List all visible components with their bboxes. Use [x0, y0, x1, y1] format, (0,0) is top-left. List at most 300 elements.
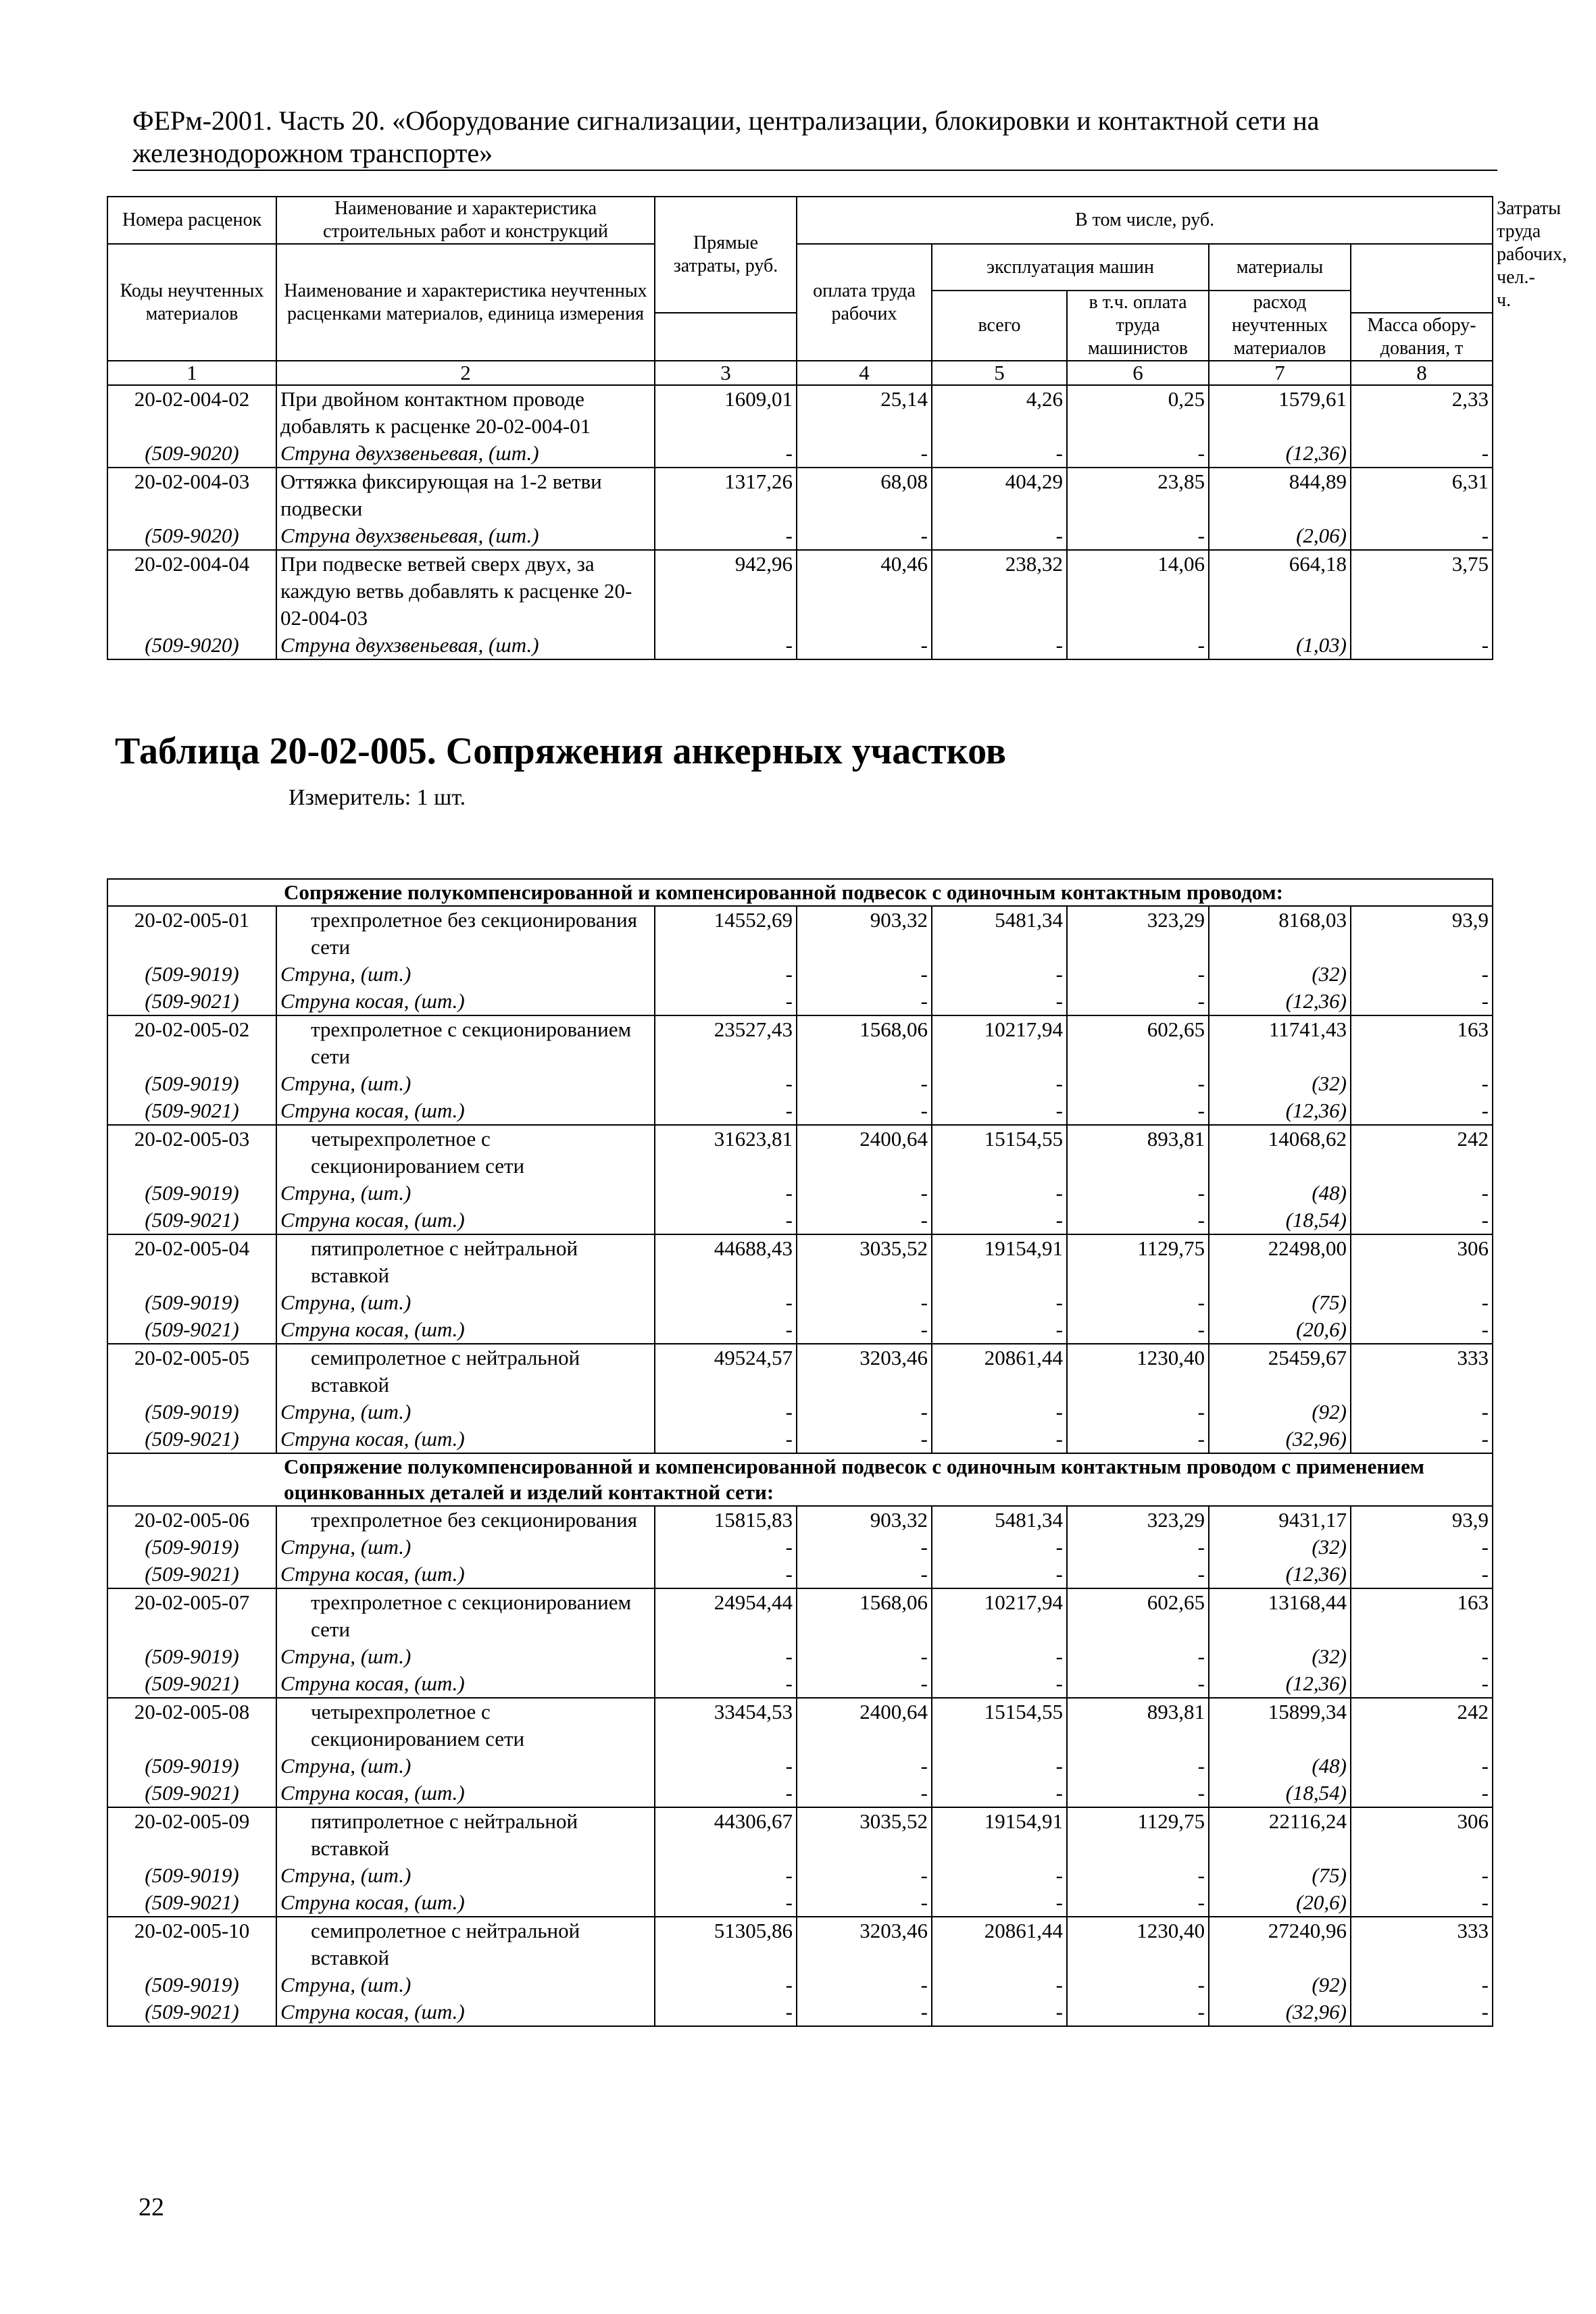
rate-value: 13168,44 — [1209, 1588, 1351, 1643]
table-row — [107, 1015, 1493, 1070]
empty-value: - — [1067, 1180, 1209, 1207]
table-row — [107, 1698, 1493, 1753]
table-row — [107, 1807, 1493, 1862]
material-row — [107, 961, 1493, 988]
material-quantity: (32,96) — [1209, 1998, 1351, 2026]
material-description: Струна косая, (шт.) — [276, 1207, 655, 1234]
material-row — [107, 1971, 1493, 1998]
empty-value: - — [932, 1862, 1067, 1889]
column-number: 7 — [1209, 361, 1351, 385]
rate-value: 6,31 — [1351, 468, 1493, 522]
material-row — [107, 1753, 1493, 1780]
empty-value: - — [655, 1780, 797, 1807]
rate-description: При подвеске ветвей сверх двух, за каждую ветвь добавлять к расценке 20-02-004-03 — [276, 550, 655, 632]
empty-value: - — [655, 1207, 797, 1234]
material-row — [107, 1180, 1493, 1207]
rate-description: семипролетное с нейтральной вставкой — [276, 1344, 655, 1399]
empty-value: - — [797, 1670, 932, 1698]
empty-value: - — [932, 1426, 1067, 1453]
rate-description: четырехпролетное с секционированием сети — [276, 1125, 655, 1180]
rate-value: 163 — [1351, 1015, 1493, 1070]
empty-value: - — [932, 1889, 1067, 1917]
rate-value: 333 — [1351, 1917, 1493, 1971]
rate-code: 20-02-005-04 — [107, 1234, 276, 1289]
material-code: (509-9019) — [107, 1399, 276, 1426]
material-quantity: (18,54) — [1209, 1780, 1351, 1807]
empty-value: - — [655, 1998, 797, 2026]
rate-value: 602,65 — [1067, 1015, 1209, 1070]
empty-value: - — [655, 440, 797, 468]
empty-value: - — [655, 988, 797, 1015]
material-code: (509-9019) — [107, 1971, 276, 1998]
material-description: Струна, (шт.) — [276, 1399, 655, 1426]
rate-value: 49524,57 — [655, 1344, 797, 1399]
empty-value: - — [655, 1180, 797, 1207]
material-row — [107, 1070, 1493, 1097]
material-row — [107, 1862, 1493, 1889]
material-description: Струна, (шт.) — [276, 1534, 655, 1561]
material-description: Струна, (шт.) — [276, 961, 655, 988]
empty-value: - — [1351, 1889, 1493, 1917]
empty-value: - — [655, 1643, 797, 1670]
rate-description: пятипролетное с нейтральной вставкой — [276, 1234, 655, 1289]
rate-value: 93,9 — [1351, 1506, 1493, 1534]
col-driver-wage: в т.ч. оплата труда машинистов — [1067, 291, 1209, 361]
rate-value: 23527,43 — [655, 1015, 797, 1070]
rate-value: 31623,81 — [655, 1125, 797, 1180]
empty-value: - — [1351, 1070, 1493, 1097]
material-quantity: (48) — [1209, 1180, 1351, 1207]
header-line-2: железнодорожном транспорте» — [132, 138, 493, 168]
material-quantity: (12,36) — [1209, 1097, 1351, 1125]
empty-value: - — [1067, 1534, 1209, 1561]
rate-value: 306 — [1351, 1807, 1493, 1862]
material-code: (509-9020) — [107, 440, 276, 468]
empty-value: - — [1351, 1862, 1493, 1889]
empty-value: - — [655, 1670, 797, 1698]
col-machines-total: всего — [932, 291, 1067, 361]
rate-value: 602,65 — [1067, 1588, 1209, 1643]
page-number: 22 — [139, 2193, 164, 2221]
rate-value: 1230,40 — [1067, 1917, 1209, 1971]
material-description: Струна косая, (шт.) — [276, 1670, 655, 1698]
rate-value: 903,32 — [797, 1506, 932, 1534]
material-description: Струна, (шт.) — [276, 1971, 655, 1998]
rate-description: трехпролетное без секционирования сети — [276, 906, 655, 961]
empty-value: - — [797, 632, 932, 659]
rate-value: 19154,91 — [932, 1234, 1067, 1289]
empty-value: - — [1067, 988, 1209, 1015]
material-quantity: (2,06) — [1209, 522, 1351, 550]
empty-value: - — [797, 1998, 932, 2026]
empty-value: - — [1351, 1180, 1493, 1207]
col-direct-costs-spacer — [655, 313, 797, 361]
col-machines: эксплуатация машин — [932, 244, 1209, 291]
rate-value: 9431,17 — [1209, 1506, 1351, 1534]
material-code: (509-9021) — [107, 1316, 276, 1344]
empty-value: - — [797, 988, 932, 1015]
rate-value: 2400,64 — [797, 1698, 932, 1753]
column-number: 2 — [276, 361, 655, 385]
rate-value: 10217,94 — [932, 1015, 1067, 1070]
material-row — [107, 1097, 1493, 1125]
table-row — [107, 1344, 1493, 1399]
rate-value: 25,14 — [797, 385, 932, 440]
empty-value: - — [932, 961, 1067, 988]
rate-value: 2400,64 — [797, 1125, 932, 1180]
rate-value: 93,9 — [1351, 906, 1493, 961]
rate-value: 844,89 — [1209, 468, 1351, 522]
rate-value: 163 — [1351, 1588, 1493, 1643]
page-header — [132, 105, 1484, 170]
empty-value: - — [655, 1534, 797, 1561]
material-code: (509-9021) — [107, 1780, 276, 1807]
material-row — [107, 1670, 1493, 1698]
material-code: (509-9021) — [107, 1561, 276, 1588]
material-code: (509-9021) — [107, 1889, 276, 1917]
material-quantity: (12,36) — [1209, 988, 1351, 1015]
table-row — [107, 906, 1493, 961]
rate-value: 1129,75 — [1067, 1807, 1209, 1862]
material-code: (509-9019) — [107, 1643, 276, 1670]
empty-value: - — [655, 1862, 797, 1889]
empty-value: - — [1067, 1971, 1209, 1998]
empty-value: - — [655, 1316, 797, 1344]
empty-value: - — [1351, 1998, 1493, 2026]
empty-value: - — [797, 1289, 932, 1316]
rate-value: 1230,40 — [1067, 1344, 1209, 1399]
empty-value: - — [797, 1561, 932, 1588]
rate-value: 242 — [1351, 1125, 1493, 1180]
rate-value: 4,26 — [932, 385, 1067, 440]
rate-value: 3,75 — [1351, 550, 1493, 632]
empty-value: - — [797, 1643, 932, 1670]
rate-description: четырехпролетное с секционированием сети — [276, 1698, 655, 1753]
empty-value: - — [1351, 1534, 1493, 1561]
empty-value: - — [1351, 632, 1493, 659]
table-row — [107, 1588, 1493, 1643]
rate-value: 238,32 — [932, 550, 1067, 632]
empty-value: - — [932, 1643, 1067, 1670]
rate-value: 8168,03 — [1209, 906, 1351, 961]
material-code: (509-9021) — [107, 1207, 276, 1234]
empty-value: - — [797, 1426, 932, 1453]
rate-value: 15154,55 — [932, 1125, 1067, 1180]
rate-value: 14552,69 — [655, 906, 797, 961]
material-code: (509-9020) — [107, 522, 276, 550]
material-description: Струна двухзвеньевая, (шт.) — [276, 440, 655, 468]
rate-value: 1609,01 — [655, 385, 797, 440]
rate-value: 323,29 — [1067, 906, 1209, 961]
empty-value: - — [1351, 1670, 1493, 1698]
col-material-name: Наименование и характеристика неучтенных расценками материалов, единица измерения — [276, 244, 655, 361]
column-number: 8 — [1351, 361, 1493, 385]
material-code: (509-9019) — [107, 1753, 276, 1780]
column-number: 4 — [797, 361, 932, 385]
material-code: (509-9021) — [107, 1097, 276, 1125]
empty-value: - — [1067, 1426, 1209, 1453]
empty-value: - — [1067, 1070, 1209, 1097]
col-work-name: Наименование и характеристика строительных работ и конструкций — [276, 197, 655, 244]
empty-value: - — [1067, 1561, 1209, 1588]
rate-value: 942,96 — [655, 550, 797, 632]
material-row — [107, 1426, 1493, 1453]
material-code: (509-9019) — [107, 1180, 276, 1207]
empty-value: - — [655, 522, 797, 550]
empty-value: - — [932, 522, 1067, 550]
empty-value: - — [1351, 1399, 1493, 1426]
material-description: Струна двухзвеньевая, (шт.) — [276, 522, 655, 550]
rate-code: 20-02-005-08 — [107, 1698, 276, 1753]
material-description: Струна косая, (шт.) — [276, 1780, 655, 1807]
material-description: Струна косая, (шт.) — [276, 1426, 655, 1453]
empty-value: - — [932, 1399, 1067, 1426]
empty-value: - — [1067, 1670, 1209, 1698]
empty-value: - — [1067, 632, 1209, 659]
rate-value: 19154,91 — [932, 1807, 1067, 1862]
material-row — [107, 1998, 1493, 2026]
empty-value: - — [1067, 1207, 1209, 1234]
empty-value: - — [932, 988, 1067, 1015]
rate-description: трехпролетное без секционирования — [276, 1506, 655, 1534]
material-description: Струна косая, (шт.) — [276, 1998, 655, 2026]
material-code: (509-9021) — [107, 988, 276, 1015]
empty-value: - — [797, 1534, 932, 1561]
empty-value: - — [1351, 1097, 1493, 1125]
column-number: 1 — [107, 361, 276, 385]
table-row — [107, 1917, 1493, 1971]
material-description: Струна косая, (шт.) — [276, 1097, 655, 1125]
empty-value: - — [655, 632, 797, 659]
rate-value: 893,81 — [1067, 1125, 1209, 1180]
material-description: Струна, (шт.) — [276, 1289, 655, 1316]
col-materials: материалы — [1209, 244, 1351, 291]
column-number-row — [107, 361, 1493, 385]
empty-value: - — [655, 1971, 797, 1998]
empty-value: - — [1067, 1780, 1209, 1807]
material-quantity: (32) — [1209, 1534, 1351, 1561]
empty-value: - — [1351, 1643, 1493, 1670]
column-number: 6 — [1067, 361, 1209, 385]
rate-value: 1579,61 — [1209, 385, 1351, 440]
empty-value: - — [1067, 1643, 1209, 1670]
rate-code: 20-02-005-02 — [107, 1015, 276, 1070]
col-wage: оплата труда рабочих — [797, 244, 932, 361]
col-direct-costs: Прямые затраты, руб. — [655, 197, 797, 313]
material-quantity: (32) — [1209, 961, 1351, 988]
material-description: Струна косая, (шт.) — [276, 988, 655, 1015]
material-description: Струна, (шт.) — [276, 1862, 655, 1889]
rate-value: 903,32 — [797, 906, 932, 961]
material-description: Струна, (шт.) — [276, 1070, 655, 1097]
material-code: (509-9019) — [107, 1862, 276, 1889]
material-row — [107, 1289, 1493, 1316]
material-quantity: (12,36) — [1209, 440, 1351, 468]
material-quantity: (20,6) — [1209, 1889, 1351, 1917]
table-row — [107, 1234, 1493, 1289]
rate-description: трехпролетное с секционированием сети — [276, 1588, 655, 1643]
material-code: (509-9021) — [107, 1426, 276, 1453]
material-code: (509-9021) — [107, 1998, 276, 2026]
rate-value: 3035,52 — [797, 1807, 932, 1862]
empty-value: - — [1351, 961, 1493, 988]
table-row — [107, 468, 1493, 522]
col-codes: Коды неучтенных материалов — [107, 244, 276, 361]
empty-value: - — [932, 1289, 1067, 1316]
rate-value: 22116,24 — [1209, 1807, 1351, 1862]
rate-value: 333 — [1351, 1344, 1493, 1399]
rate-value: 27240,96 — [1209, 1917, 1351, 1971]
rate-code: 20-02-004-02 — [107, 385, 276, 440]
material-quantity: (1,03) — [1209, 632, 1351, 659]
rate-value: 15899,34 — [1209, 1698, 1351, 1753]
rate-value: 3035,52 — [797, 1234, 932, 1289]
empty-value: - — [1067, 1399, 1209, 1426]
table-row — [107, 1506, 1493, 1534]
rate-description: При двойном контактном проводе добавлять к расценке 20-02-004-01 — [276, 385, 655, 440]
rate-code: 20-02-004-03 — [107, 468, 276, 522]
empty-value: - — [797, 440, 932, 468]
material-row — [107, 1643, 1493, 1670]
rate-value: 44306,67 — [655, 1807, 797, 1862]
rates-table-1: Номера расценок Наименование и характеристика строительных работ и конструкций Прямые затраты, руб. В том числе, руб. Затраты труда рабочих, чел.-ч. Коды неучтенных материалов Наименование и характеристика неучтенных расценками материалов, единица измерения оплата труда рабочих эксплуатация машин материалы всего в т.ч. оплата труда машинистов расход неучтенных материалов Масса обору-дования, т 1 2 3 4 5 6 7 8 20-02-004-02 При двойном контактном проводе добавлять к расценке 20-02-004-01 1609,01 25,14 4,26 0,25 1579,61 2,33 (509-9020) Струна двухзвеньевая, (шт.) - - - - (12,36) - 20-02-004-03 Оттяжка фиксирующая на 1-2 ветви подвески 1317,26 68,08 404,29 23,85 844,89 6,31 (509-9020) Струна двухзвеньевая, (шт.) - - - - (2,06) - 20-02-004-04 При подвеске ветвей сверх двух, за каждую ветвь добавлять к расценке 20-02-004-03 942,96 40,46 238,32 14,06 664,18 3,75 (509-9020) Струна двухзвеньевая, (шт.) - - - - (1,03) - — [107, 196, 1493, 660]
rate-value: 40,46 — [797, 550, 932, 632]
empty-value: - — [797, 1316, 932, 1344]
rate-value: 0,25 — [1067, 385, 1209, 440]
material-code: (509-9019) — [107, 1289, 276, 1316]
material-row — [107, 1399, 1493, 1426]
empty-value: - — [932, 1561, 1067, 1588]
material-quantity: (32,96) — [1209, 1426, 1351, 1453]
material-row — [107, 632, 1493, 659]
rate-value: 15815,83 — [655, 1506, 797, 1534]
empty-value: - — [1351, 1753, 1493, 1780]
col-including: В том числе, руб. — [797, 197, 1493, 244]
material-quantity: (12,36) — [1209, 1561, 1351, 1588]
empty-value: - — [797, 1207, 932, 1234]
empty-value: - — [1067, 440, 1209, 468]
empty-value: - — [797, 1862, 932, 1889]
section-title: Таблица 20-02-005. Сопряжения анкерных участков — [115, 730, 1006, 772]
header-line-1: ФЕРм-2001. Часть 20. «Оборудование сигнализации, централизации, блокировки и контактной сети на — [132, 105, 1320, 136]
material-quantity: (92) — [1209, 1971, 1351, 1998]
material-description: Струна, (шт.) — [276, 1643, 655, 1670]
rate-description: трехпролетное с секционированием сети — [276, 1015, 655, 1070]
material-quantity: (75) — [1209, 1289, 1351, 1316]
rate-description: пятипролетное с нейтральной вставкой — [276, 1807, 655, 1862]
empty-value: - — [932, 632, 1067, 659]
group-header-row — [107, 1453, 1493, 1506]
material-quantity: (92) — [1209, 1399, 1351, 1426]
empty-value: - — [932, 1180, 1067, 1207]
col-unaccounted-materials: расход неучтенных материалов — [1209, 291, 1351, 361]
empty-value: - — [1067, 1998, 1209, 2026]
empty-value: - — [655, 1289, 797, 1316]
material-code: (509-9019) — [107, 1070, 276, 1097]
empty-value: - — [797, 1889, 932, 1917]
empty-value: - — [1067, 1889, 1209, 1917]
empty-value: - — [1351, 1971, 1493, 1998]
empty-value: - — [655, 1399, 797, 1426]
rate-value: 23,85 — [1067, 468, 1209, 522]
rate-value: 5481,34 — [932, 906, 1067, 961]
rate-value: 25459,67 — [1209, 1344, 1351, 1399]
empty-value: - — [655, 1097, 797, 1125]
material-quantity: (18,54) — [1209, 1207, 1351, 1234]
material-row — [107, 1316, 1493, 1344]
rate-code: 20-02-005-06 — [107, 1506, 276, 1534]
empty-value: - — [1351, 1561, 1493, 1588]
rate-value: 20861,44 — [932, 1917, 1067, 1971]
rate-value: 242 — [1351, 1698, 1493, 1753]
col-rate-number: Номера расценок — [107, 197, 276, 244]
material-code: (509-9020) — [107, 632, 276, 659]
material-quantity: (20,6) — [1209, 1316, 1351, 1344]
rate-value: 22498,00 — [1209, 1234, 1351, 1289]
empty-value: - — [932, 1998, 1067, 2026]
material-row — [107, 1561, 1493, 1588]
rate-value: 306 — [1351, 1234, 1493, 1289]
empty-value: - — [932, 1780, 1067, 1807]
material-code: (509-9019) — [107, 961, 276, 988]
empty-value: - — [797, 1180, 932, 1207]
material-code: (509-9019) — [107, 1534, 276, 1561]
empty-value: - — [932, 1097, 1067, 1125]
rate-value: 1129,75 — [1067, 1234, 1209, 1289]
empty-value: - — [1351, 1426, 1493, 1453]
material-row — [107, 988, 1493, 1015]
rate-value: 14,06 — [1067, 550, 1209, 632]
empty-value: - — [797, 961, 932, 988]
rate-value: 893,81 — [1067, 1698, 1209, 1753]
rate-value: 664,18 — [1209, 550, 1351, 632]
material-row — [107, 1534, 1493, 1561]
material-row — [107, 440, 1493, 468]
empty-value: - — [797, 1971, 932, 1998]
table-row — [107, 550, 1493, 632]
empty-value: - — [932, 1534, 1067, 1561]
empty-value: - — [932, 1316, 1067, 1344]
material-quantity: (12,36) — [1209, 1670, 1351, 1698]
empty-value: - — [1351, 1207, 1493, 1234]
col-equipment-mass: Масса обору-дования, т — [1351, 313, 1493, 361]
rate-value: 1568,06 — [797, 1015, 932, 1070]
empty-value: - — [1351, 1289, 1493, 1316]
material-quantity: (48) — [1209, 1753, 1351, 1780]
rate-code: 20-02-005-03 — [107, 1125, 276, 1180]
empty-value: - — [1067, 522, 1209, 550]
group-header-row — [107, 879, 1493, 906]
rate-code: 20-02-005-10 — [107, 1917, 276, 1971]
rates-table-2 — [107, 878, 1493, 2027]
empty-value: - — [1351, 440, 1493, 468]
material-code: (509-9021) — [107, 1670, 276, 1698]
empty-value: - — [1067, 1316, 1209, 1344]
material-description: Струна двухзвеньевая, (шт.) — [276, 632, 655, 659]
rate-code: 20-02-004-04 — [107, 550, 276, 632]
empty-value: - — [932, 440, 1067, 468]
rate-value: 323,29 — [1067, 1506, 1209, 1534]
rate-description: Оттяжка фиксирующая на 1-2 ветви подвески — [276, 468, 655, 522]
rate-value: 1317,26 — [655, 468, 797, 522]
rate-code: 20-02-005-01 — [107, 906, 276, 961]
rate-value: 3203,46 — [797, 1344, 932, 1399]
material-description: Струна косая, (шт.) — [276, 1561, 655, 1588]
empty-value: - — [1067, 961, 1209, 988]
empty-value: - — [655, 961, 797, 988]
empty-value: - — [655, 1889, 797, 1917]
header-rule — [132, 170, 1497, 171]
